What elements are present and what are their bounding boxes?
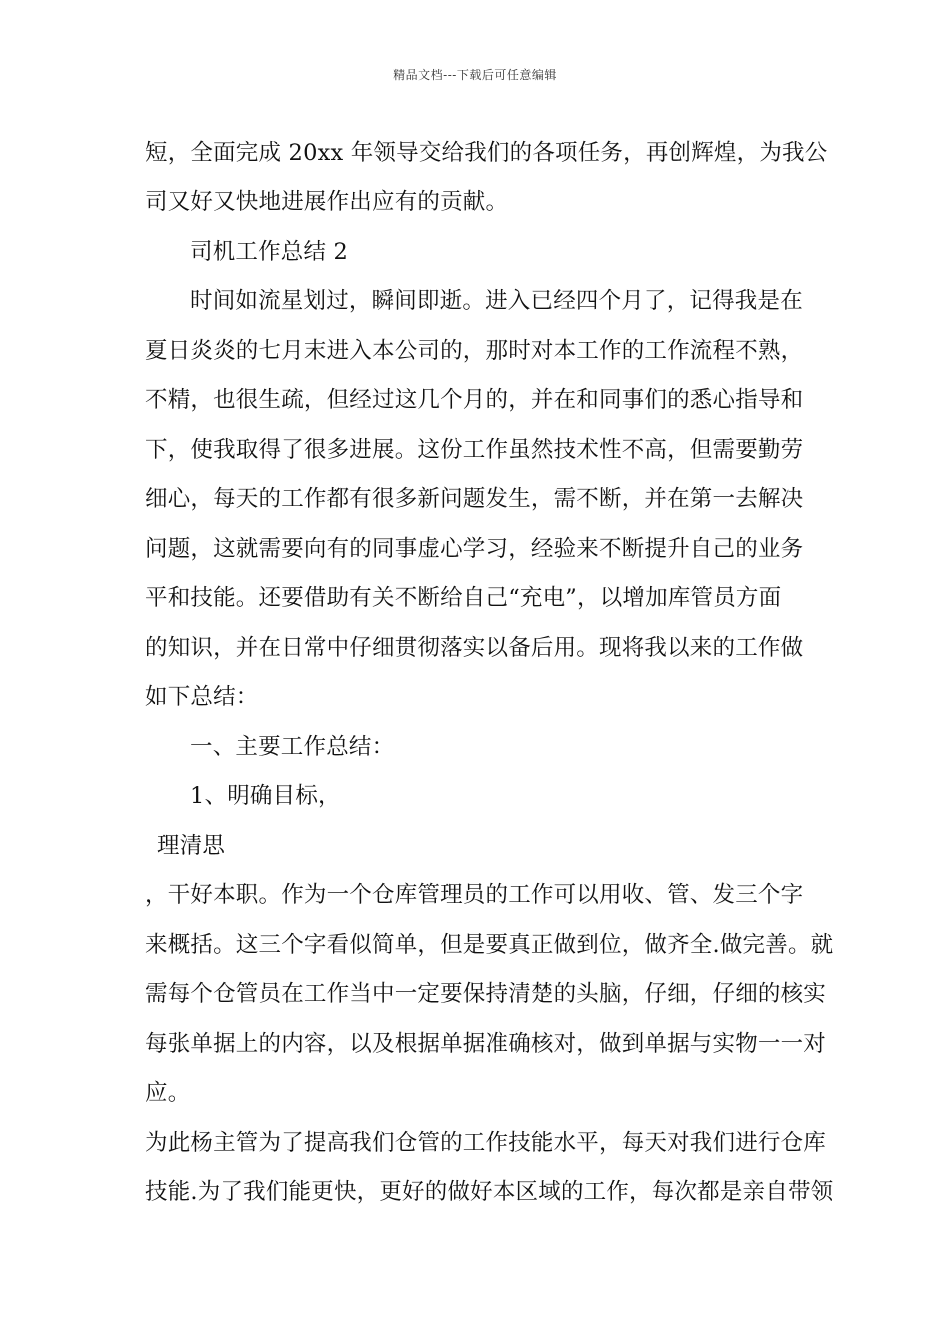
paragraph-line: 来概括。这三个字看似简单，但是要真正做到位，做齐全.做完善。就 [145,932,834,958]
paragraph-line: 的知识，并在日常中仔细贯彻落实以备后用。现将我以来的工作做 [145,635,804,661]
paragraph-line: 平和技能。还要借助有关不断给自己“充电”，以增加库管员方面 [145,585,782,611]
paragraph-line: 不精，也很生疏，但经过这几个月的，并在和同事们的悉心指导和 [145,387,804,413]
paragraph-line: 应。 [145,1080,191,1106]
paragraph-line: 司又好又快地进展作出应有的贡献。 [145,189,509,215]
paragraph-line: 短，全面完成 20xx 年领导交给我们的各项任务，再创辉煌，为我公 [145,140,828,166]
paragraph-line: 下，使我取得了很多进展。这份工作虽然技术性不高，但需要勤劳 [145,437,804,463]
paragraph-line: 问题，这就需要向有的同事虚心学习，经验来不断提升自己的业务 [145,536,804,562]
paragraph-line: 时间如流星划过，瞬间即逝。进入已经四个月了，记得我是在 [190,288,803,314]
list-item-heading: 1、明确目标， [190,783,341,809]
paragraph-line: 技能.为了我们能更快，更好的做好本区域的工作，每次都是亲自带领 [145,1179,834,1205]
paragraph-line: 如下总结： [145,684,259,710]
paragraph-line: 为此杨主管为了提高我们仓管的工作技能水平，每天对我们进行仓库 [145,1130,827,1156]
paragraph-line: 每张单据上的内容，以及根据单据准确核对，做到单据与实物一一对 [145,1031,827,1057]
paragraph-line: 需每个仓管员在工作当中一定要保持清楚的头脑，仔细，仔细的核实 [145,981,827,1007]
paragraph-line: 理清思 [157,833,226,859]
paragraph-line: 夏日炎炎的七月末进入本公司的，那时对本工作的工作流程不熟， [145,338,804,364]
section-heading: 司机工作总结 2 [190,239,349,265]
paragraph-line: 细心，每天的工作都有很多新问题发生，需不断，并在第一去解决 [145,486,804,512]
paragraph-line: ，干好本职。作为一个仓库管理员的工作可以用收、管、发三个字 [145,882,804,908]
page-header: 精品文档---下载后可任意编辑 [393,68,557,82]
subsection-heading: 一、主要工作总结： [190,734,395,760]
